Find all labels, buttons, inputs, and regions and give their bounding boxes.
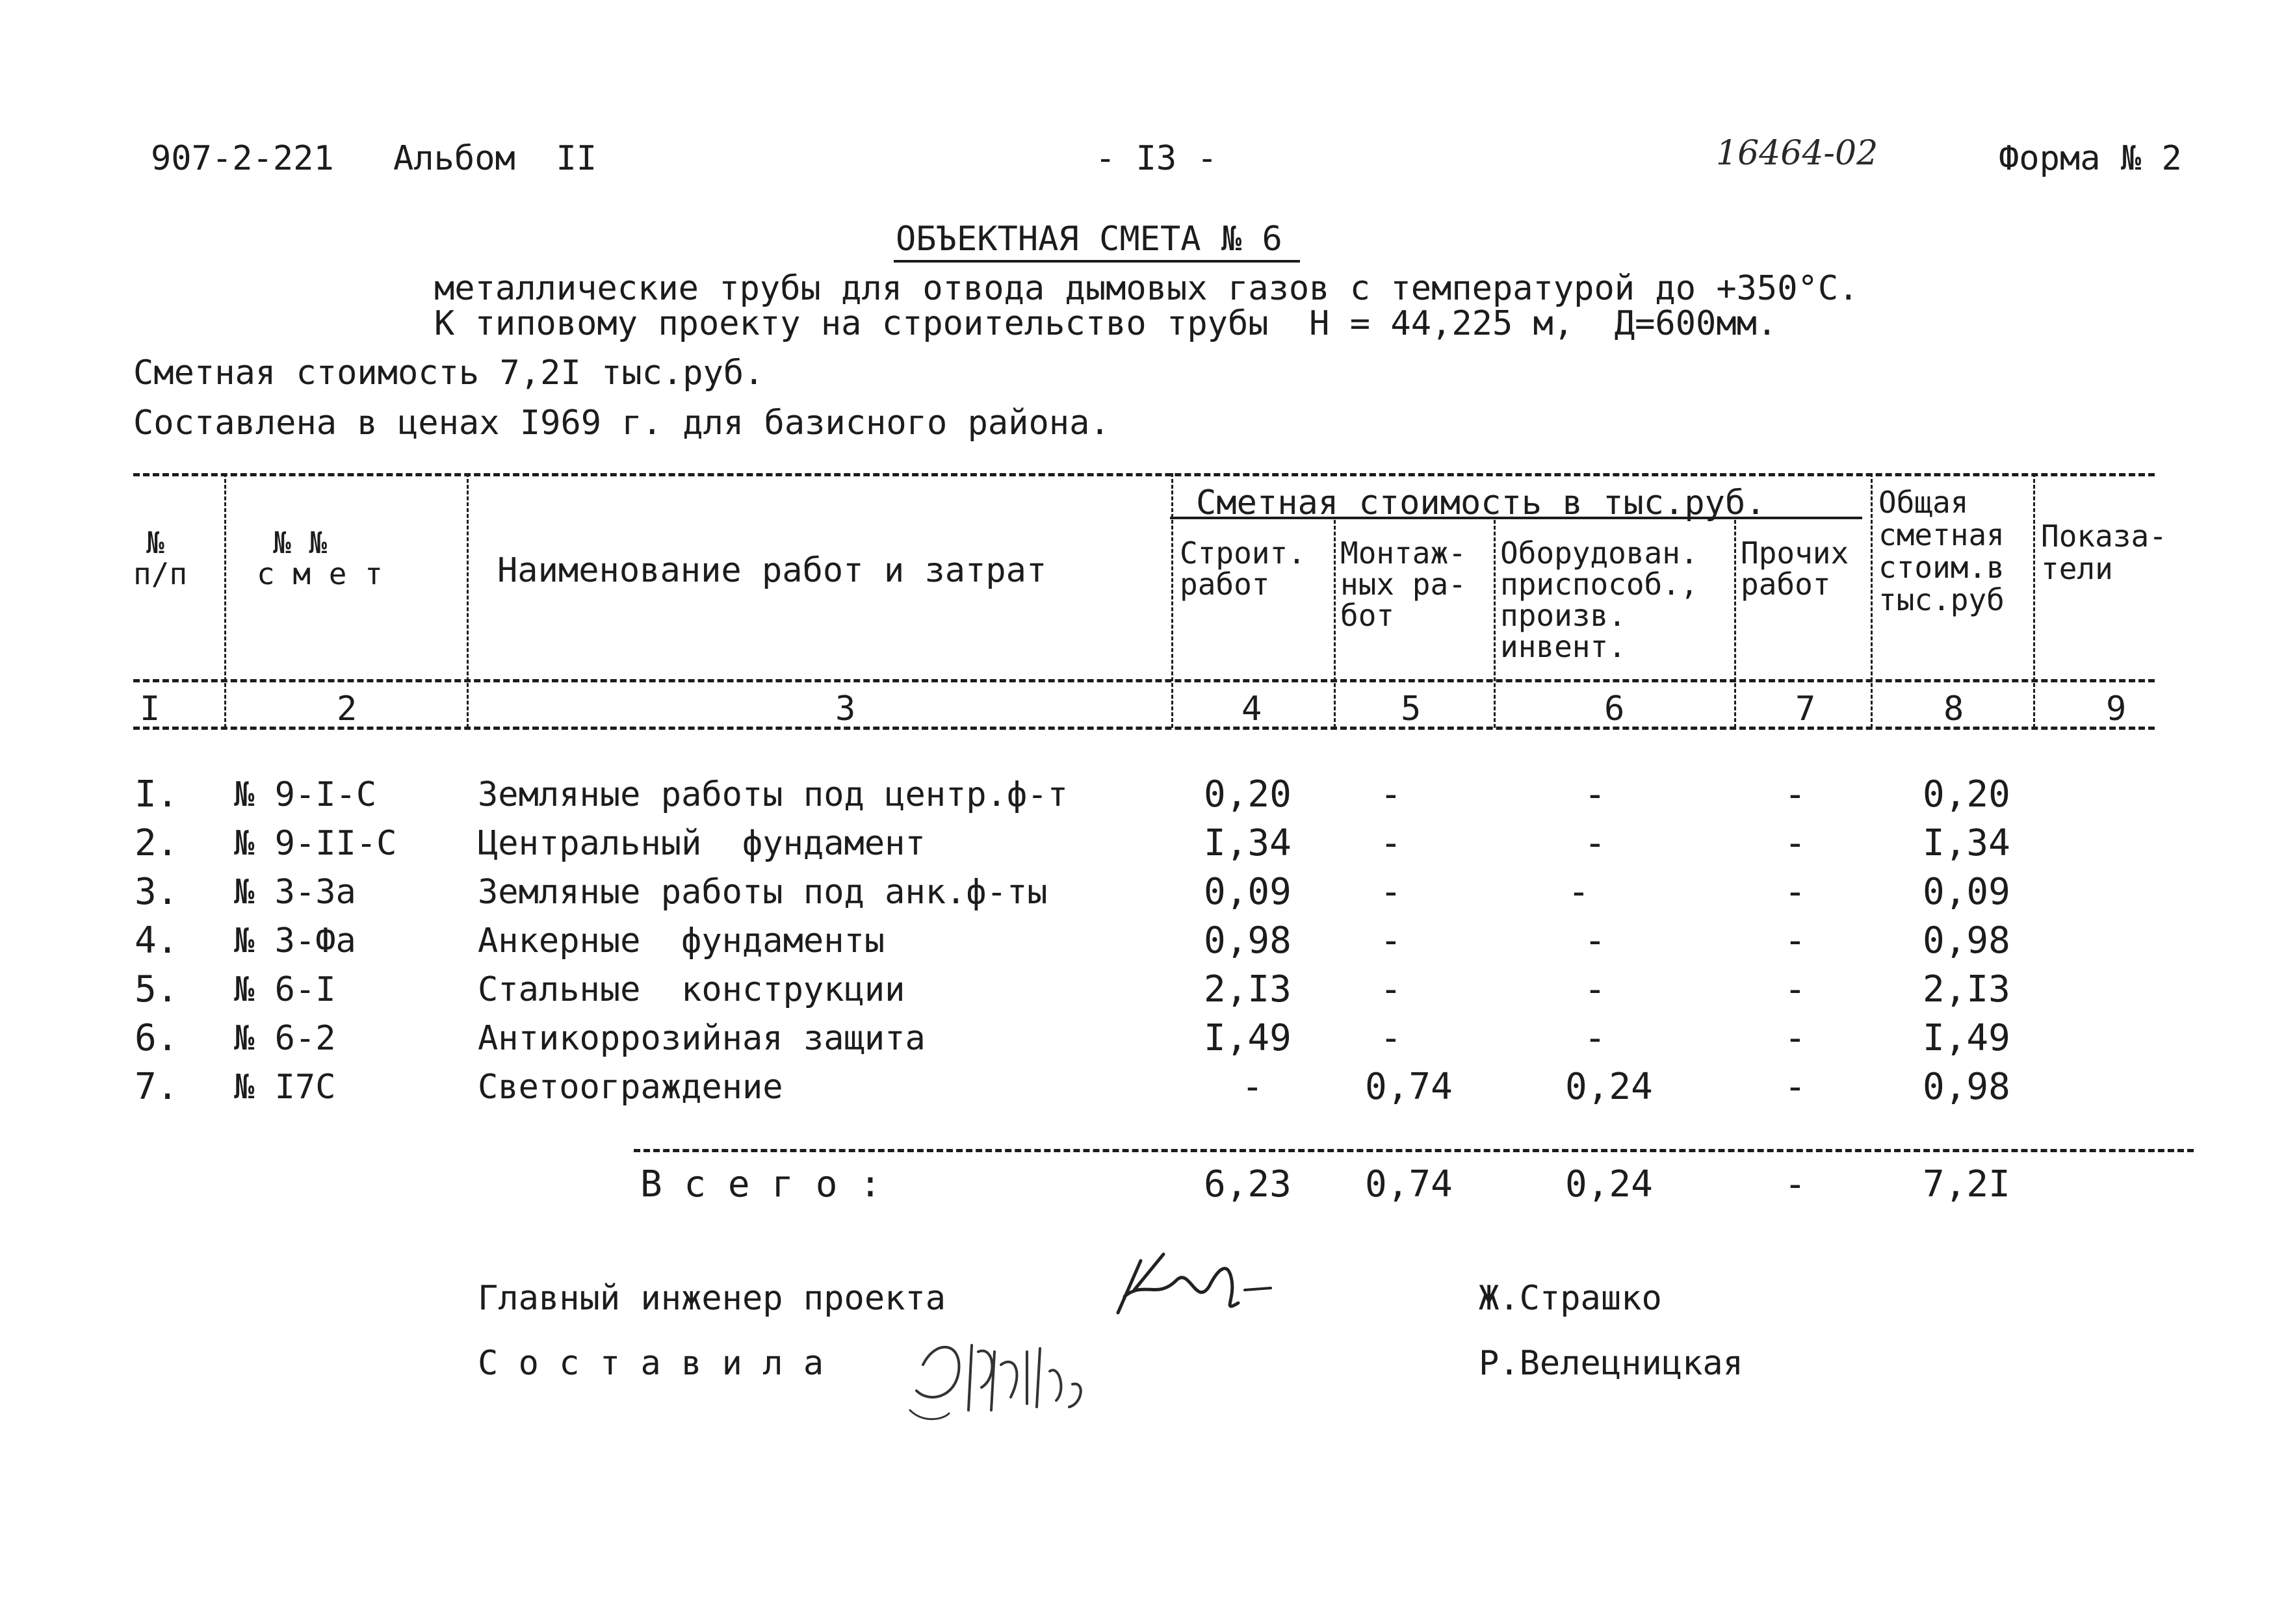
row-number: 6. [135,1017,179,1059]
row-installation: - [1380,1017,1402,1059]
chief-engineer-name: Ж.Страшко [1479,1279,1662,1318]
row-construction: 0,09 [1204,871,1292,913]
row-smeta: № 9-I-С [234,775,377,814]
row-name: Центральный фундамент [478,824,926,863]
row-equipment: - [1584,968,1606,1011]
col4-header-line2: работ [1180,567,1270,602]
col-divider-7 [1871,473,1873,728]
colnum-9: 9 [2106,690,2127,728]
row-smeta: № 3-Фа [234,922,356,960]
row-name: Антикоррозийная защита [478,1019,926,1058]
col5-header-line2: ных ра- [1340,567,1466,602]
chief-signature [1105,1241,1280,1339]
row-total: 0,09 [1923,871,2010,913]
row-installation: - [1380,773,1402,816]
col9-header-line1: Показа- [2041,519,2167,554]
group-header: Сметная стоимость в тыс.руб. [1196,483,1766,522]
colnum-6: 6 [1604,690,1625,728]
row-other: - [1784,1066,1806,1108]
row-other: - [1784,871,1806,913]
row-number: 2. [135,822,179,864]
row-construction: 0,20 [1204,773,1292,816]
col1-header-line2: п/п [133,556,188,591]
total-sum: 7,2I [1923,1163,2010,1205]
row-total: 0,20 [1923,773,2010,816]
row-other: - [1784,773,1806,816]
header-bottom-rule [133,679,2155,682]
row-name: Земляные работы под анк.ф-ты [478,873,1048,912]
row-total: I,34 [1923,822,2010,864]
row-construction: I,49 [1204,1017,1292,1059]
row-installation: - [1380,822,1402,864]
row-equipment: - [1568,871,1590,913]
page-number: - I3 - [1095,139,1217,178]
col-divider-4 [1334,520,1336,728]
row-number: 4. [135,920,179,962]
col-divider-5 [1494,520,1496,728]
col6-header-line1: Оборудован. [1500,535,1698,571]
total-other: - [1784,1163,1806,1205]
row-installation: - [1380,968,1402,1011]
colnum-4: 4 [1241,690,1262,728]
col2-header-line2: с м е т [257,556,383,591]
colnum-bottom-rule [133,727,2155,730]
total-rule [634,1149,2194,1152]
row-smeta: № 9-II-С [234,824,397,863]
col-divider-1 [224,473,226,728]
row-smeta: № 6-2 [234,1019,336,1058]
row-other: - [1784,920,1806,962]
row-name: Светоограждение [478,1068,783,1107]
row-installation: 0,74 [1365,1066,1453,1108]
row-installation: - [1380,871,1402,913]
row-equipment: - [1584,822,1606,864]
row-smeta: № 3-Зa [234,873,356,912]
album-label: Альбом II [393,139,597,178]
row-other: - [1784,1017,1806,1059]
row-total: 0,98 [1923,1066,2010,1108]
row-installation: - [1380,920,1402,962]
handwritten-number: 16464-02 [1716,134,1878,173]
row-equipment: 0,24 [1565,1066,1653,1108]
row-total: 0,98 [1923,920,2010,962]
colnum-3: 3 [835,690,856,728]
row-other: - [1784,968,1806,1011]
col-divider-2 [467,473,469,728]
estimated-cost: Сметная стоимость 7,2I тыс.руб. [133,354,764,393]
colnum-8: 8 [1943,690,1964,728]
row-smeta: № 6-I [234,970,336,1009]
row-name: Земляные работы под центр.ф-т [478,775,1068,814]
total-installation: 0,74 [1365,1163,1453,1205]
total-equipment: 0,24 [1565,1163,1653,1205]
total-label: В с е г о : [640,1163,881,1205]
col6-header-line2: приспособ., [1500,567,1698,602]
row-construction: 0,98 [1204,920,1292,962]
compiled-signature [903,1326,1163,1430]
row-total: 2,I3 [1923,968,2010,1011]
col8-header-line1: Общая [1878,485,1969,520]
row-construction: 2,I3 [1204,968,1292,1011]
subtitle-line-1: металлические трубы для отвода дымовых газов с температурой до +350°С. [434,269,1859,308]
col6-header-line3: произв. [1500,598,1626,633]
row-other: - [1784,822,1806,864]
col7-header-line1: Прочих [1741,535,1849,571]
col2-header-line1: № № [273,525,328,560]
row-name: Стальные конструкции [478,970,905,1009]
col3-header: Наименование работ и затрат [497,551,1047,590]
col1-header-line1: № [146,525,164,560]
colnum-1: I [140,690,161,728]
col5-header-line3: бот [1340,598,1395,633]
row-number: 7. [135,1066,179,1108]
estimate-title: ОБЪЕКТНАЯ СМЕТА № 6 [896,220,1282,259]
row-number: 3. [135,871,179,913]
compiled-by-label: С о с т а в и л а [478,1344,824,1383]
subtitle-line-2: К типовому проекту на строительство трубы Н = 44,225 м, Д=600мм. [434,304,1778,343]
compiled-by-name: Р.Велецницкая [1479,1344,1743,1383]
col9-header-line2: тели [2041,551,2113,586]
col8-header-line4: тыс.руб [1878,582,2005,617]
row-smeta: № I7C [234,1068,336,1107]
document-code: 907-2-221 [151,139,334,178]
row-equipment: - [1584,1017,1606,1059]
row-number: 5. [135,968,179,1011]
col6-header-line4: инвент. [1500,629,1626,664]
prices-basis: Составлена в ценах I969 г. для базисного района. [133,404,1110,443]
colnum-7: 7 [1795,690,1816,728]
col5-header-line1: Монтаж- [1340,535,1466,571]
form-label: Форма № 2 [1999,139,2182,178]
row-construction: - [1241,1066,1264,1108]
colnum-2: 2 [337,690,357,728]
row-name: Анкерные фундаменты [478,922,885,960]
row-equipment: - [1584,773,1606,816]
col-divider-6 [1734,520,1736,728]
row-total: I,49 [1923,1017,2010,1059]
row-construction: I,34 [1204,822,1292,864]
title-underline [894,260,1300,263]
col8-header-line2: сметная [1878,517,2005,552]
row-equipment: - [1584,920,1606,962]
row-number: I. [135,773,179,816]
col-divider-3 [1171,473,1173,728]
chief-engineer-label: Главный инженер проекта [478,1279,946,1318]
col8-header-line3: стоим.в [1878,550,2005,585]
col7-header-line2: работ [1741,567,1831,602]
col4-header-line1: Строит. [1180,535,1306,571]
table-top-rule [133,473,2155,476]
colnum-5: 5 [1401,690,1422,728]
total-construction: 6,23 [1204,1163,1292,1205]
col-divider-8 [2033,473,2035,728]
